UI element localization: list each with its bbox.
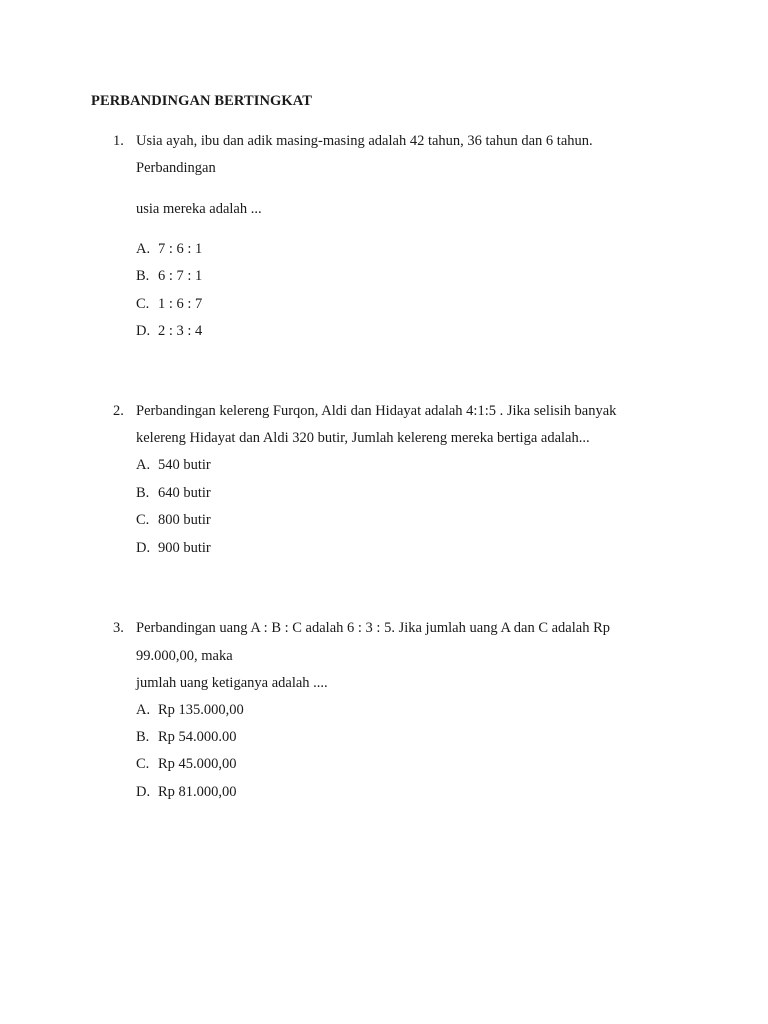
option-letter: D. <box>136 323 151 339</box>
option-c <box>136 296 202 313</box>
option-text: 640 butir <box>158 485 211 501</box>
option-letter: A. <box>136 241 151 257</box>
option-text: 800 butir <box>158 512 211 528</box>
option-a <box>136 241 202 258</box>
question-number: 1. <box>113 133 124 149</box>
option-text: 900 butir <box>158 540 211 556</box>
option-letter: A. <box>136 702 151 718</box>
option-letter: B. <box>136 729 150 745</box>
option-c <box>136 512 211 529</box>
question-text-line: kelereng Hidayat dan Aldi 320 butir, Jumlah kelereng mereka bertiga adalah... <box>136 430 590 446</box>
option-a <box>136 702 244 719</box>
option-d <box>136 323 202 340</box>
option-text: 1 : 6 : 7 <box>158 296 203 312</box>
option-b <box>136 485 211 502</box>
option-c <box>136 756 237 773</box>
question-text-line: usia mereka adalah ... <box>136 201 262 217</box>
document-title: PERBANDINGAN BERTINGKAT <box>91 93 313 109</box>
option-letter: A. <box>136 457 151 473</box>
option-letter: B. <box>136 268 150 284</box>
question-number: 3. <box>113 620 124 636</box>
option-text: Rp 135.000,00 <box>158 702 244 718</box>
question-text-line: Perbandingan uang A : B : C adalah 6 : 3 : 5. Jika jumlah uang A dan C adalah Rp <box>136 620 611 636</box>
option-letter: C. <box>136 296 150 312</box>
question-text-line: 99.000,00, maka <box>136 648 233 664</box>
question-text-line: Perbandingan <box>136 160 216 176</box>
option-text: 7 : 6 : 1 <box>158 241 203 257</box>
option-text: 540 butir <box>158 457 211 473</box>
option-letter: C. <box>136 512 150 528</box>
option-letter: D. <box>136 540 151 556</box>
option-letter: D. <box>136 784 151 800</box>
option-letter: B. <box>136 485 150 501</box>
option-a <box>136 457 211 474</box>
option-d <box>136 540 211 557</box>
option-text: Rp 54.000.00 <box>158 729 237 745</box>
option-text: 2 : 3 : 4 <box>158 323 203 339</box>
option-text: Rp 45.000,00 <box>158 756 237 772</box>
option-b <box>136 268 202 285</box>
question-number: 2. <box>113 403 124 419</box>
question-text-line: jumlah uang ketiganya adalah .... <box>136 675 328 691</box>
option-text: 6 : 7 : 1 <box>158 268 203 284</box>
question-text-line: Usia ayah, ibu dan adik masing-masing adalah 42 tahun, 36 tahun dan 6 tahun. <box>136 133 593 149</box>
question-text-line: Perbandingan kelereng Furqon, Aldi dan Hidayat adalah 4:1:5 . Jika selisih banyak <box>136 403 617 419</box>
option-b <box>136 729 237 746</box>
option-d <box>136 784 237 801</box>
option-letter: C. <box>136 756 150 772</box>
option-text: Rp 81.000,00 <box>158 784 237 800</box>
